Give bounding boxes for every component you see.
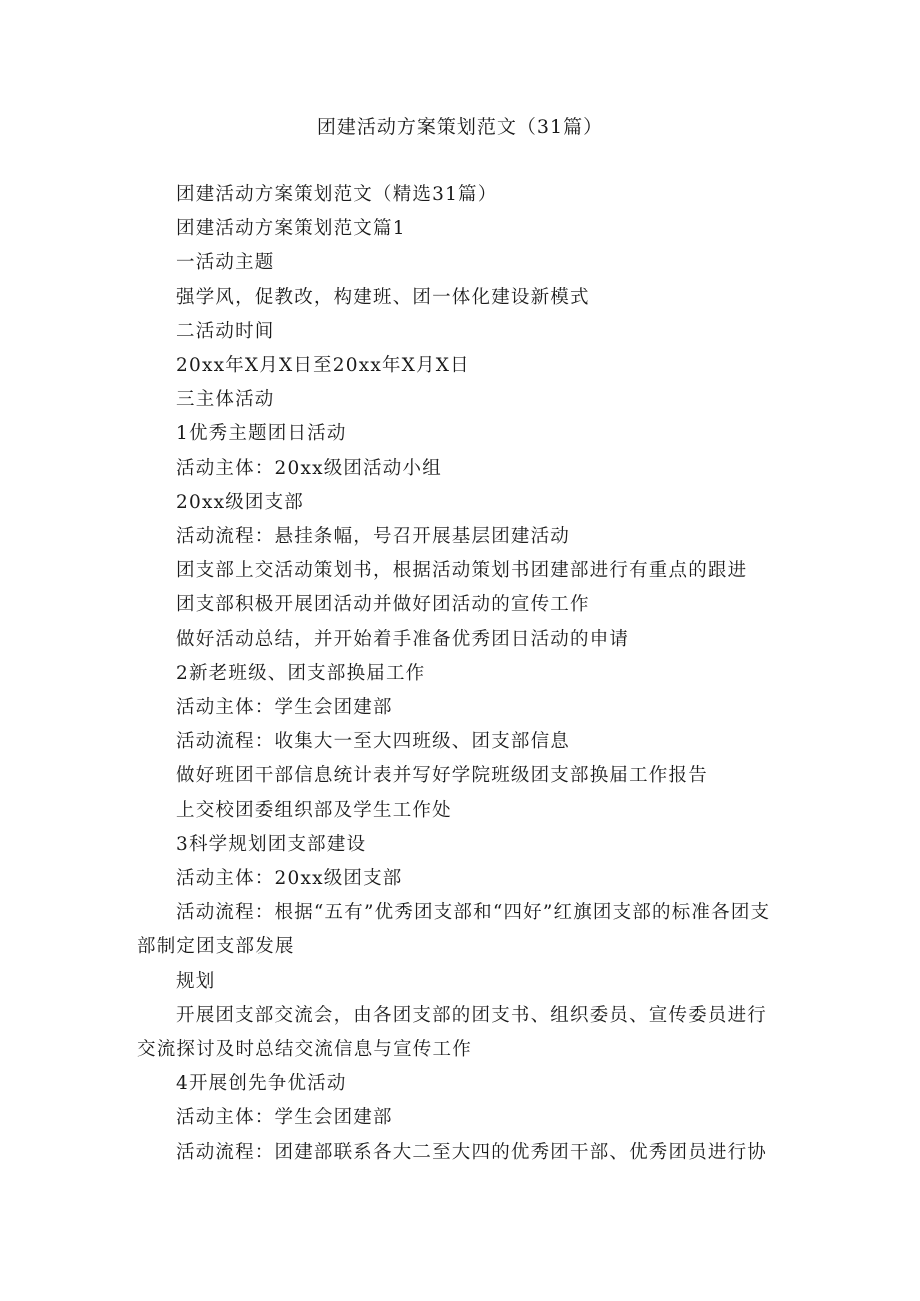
paragraph: 强学风，促教改，构建班、团一体化建设新模式 (176, 286, 590, 308)
paragraph: 活动主体：学生会团建部 (176, 697, 393, 719)
paragraph: 活动流程：团建部联系各大二至大四的优秀团干部、优秀团员进行协 (176, 1141, 768, 1163)
paragraph: 团建活动方案策划范文篇1 (176, 218, 406, 240)
document-body (137, 178, 783, 1170)
paragraph: 活动主体：20xx级团支部 (176, 868, 403, 890)
paragraph: 2新老班级、团支部换届工作 (176, 662, 426, 684)
paragraph: 上交校团委组织部及学生工作处 (176, 799, 452, 821)
paragraph: 做好活动总结，并开始着手准备优秀团日活动的申请 (176, 628, 630, 650)
paragraph: 活动主体：20xx级团活动小组 (176, 457, 442, 479)
paragraph: 开展团支部交流会，由各团支部的团支书、组织委员、宣传委员进行交流探讨及时总结交流信息与宣传工作 (137, 1004, 768, 1061)
paragraph: 1优秀主题团日活动 (176, 423, 347, 445)
paragraph: 活动流程：根据“五有”优秀团支部和“四好”红旗团支部的标准各团支部制定团支部发展 (137, 902, 771, 958)
paragraph: 团支部上交活动策划书，根据活动策划书团建部进行有重点的跟进 (176, 560, 748, 582)
paragraph: 活动流程：悬挂条幅，号召开展基层团建活动 (176, 526, 571, 548)
paragraph: 活动流程：收集大一至大四班级、团支部信息 (176, 731, 571, 753)
paragraph: 二活动时间 (176, 320, 275, 342)
paragraph: 规划 (176, 970, 216, 992)
paragraph: 团建活动方案策划范文（精选31篇） (176, 184, 498, 205)
document-title: 团建活动方案策划范文（31篇） (316, 116, 604, 138)
paragraph: 20xx级团支部 (176, 491, 305, 513)
paragraph: 三主体活动 (176, 389, 275, 411)
paragraph: 20xx年X月X日至20xx年X月X日 (176, 355, 470, 377)
paragraph: 活动主体：学生会团建部 (176, 1107, 393, 1129)
paragraph: 团支部积极开展团活动并做好团活动的宣传工作 (176, 594, 590, 616)
paragraph: 3科学规划团支部建设 (176, 833, 367, 855)
paragraph: 做好班团干部信息统计表并写好学院班级团支部换届工作报告 (176, 765, 708, 787)
paragraph: 4开展创先争优活动 (176, 1073, 347, 1095)
paragraph: 一活动主题 (176, 252, 275, 274)
